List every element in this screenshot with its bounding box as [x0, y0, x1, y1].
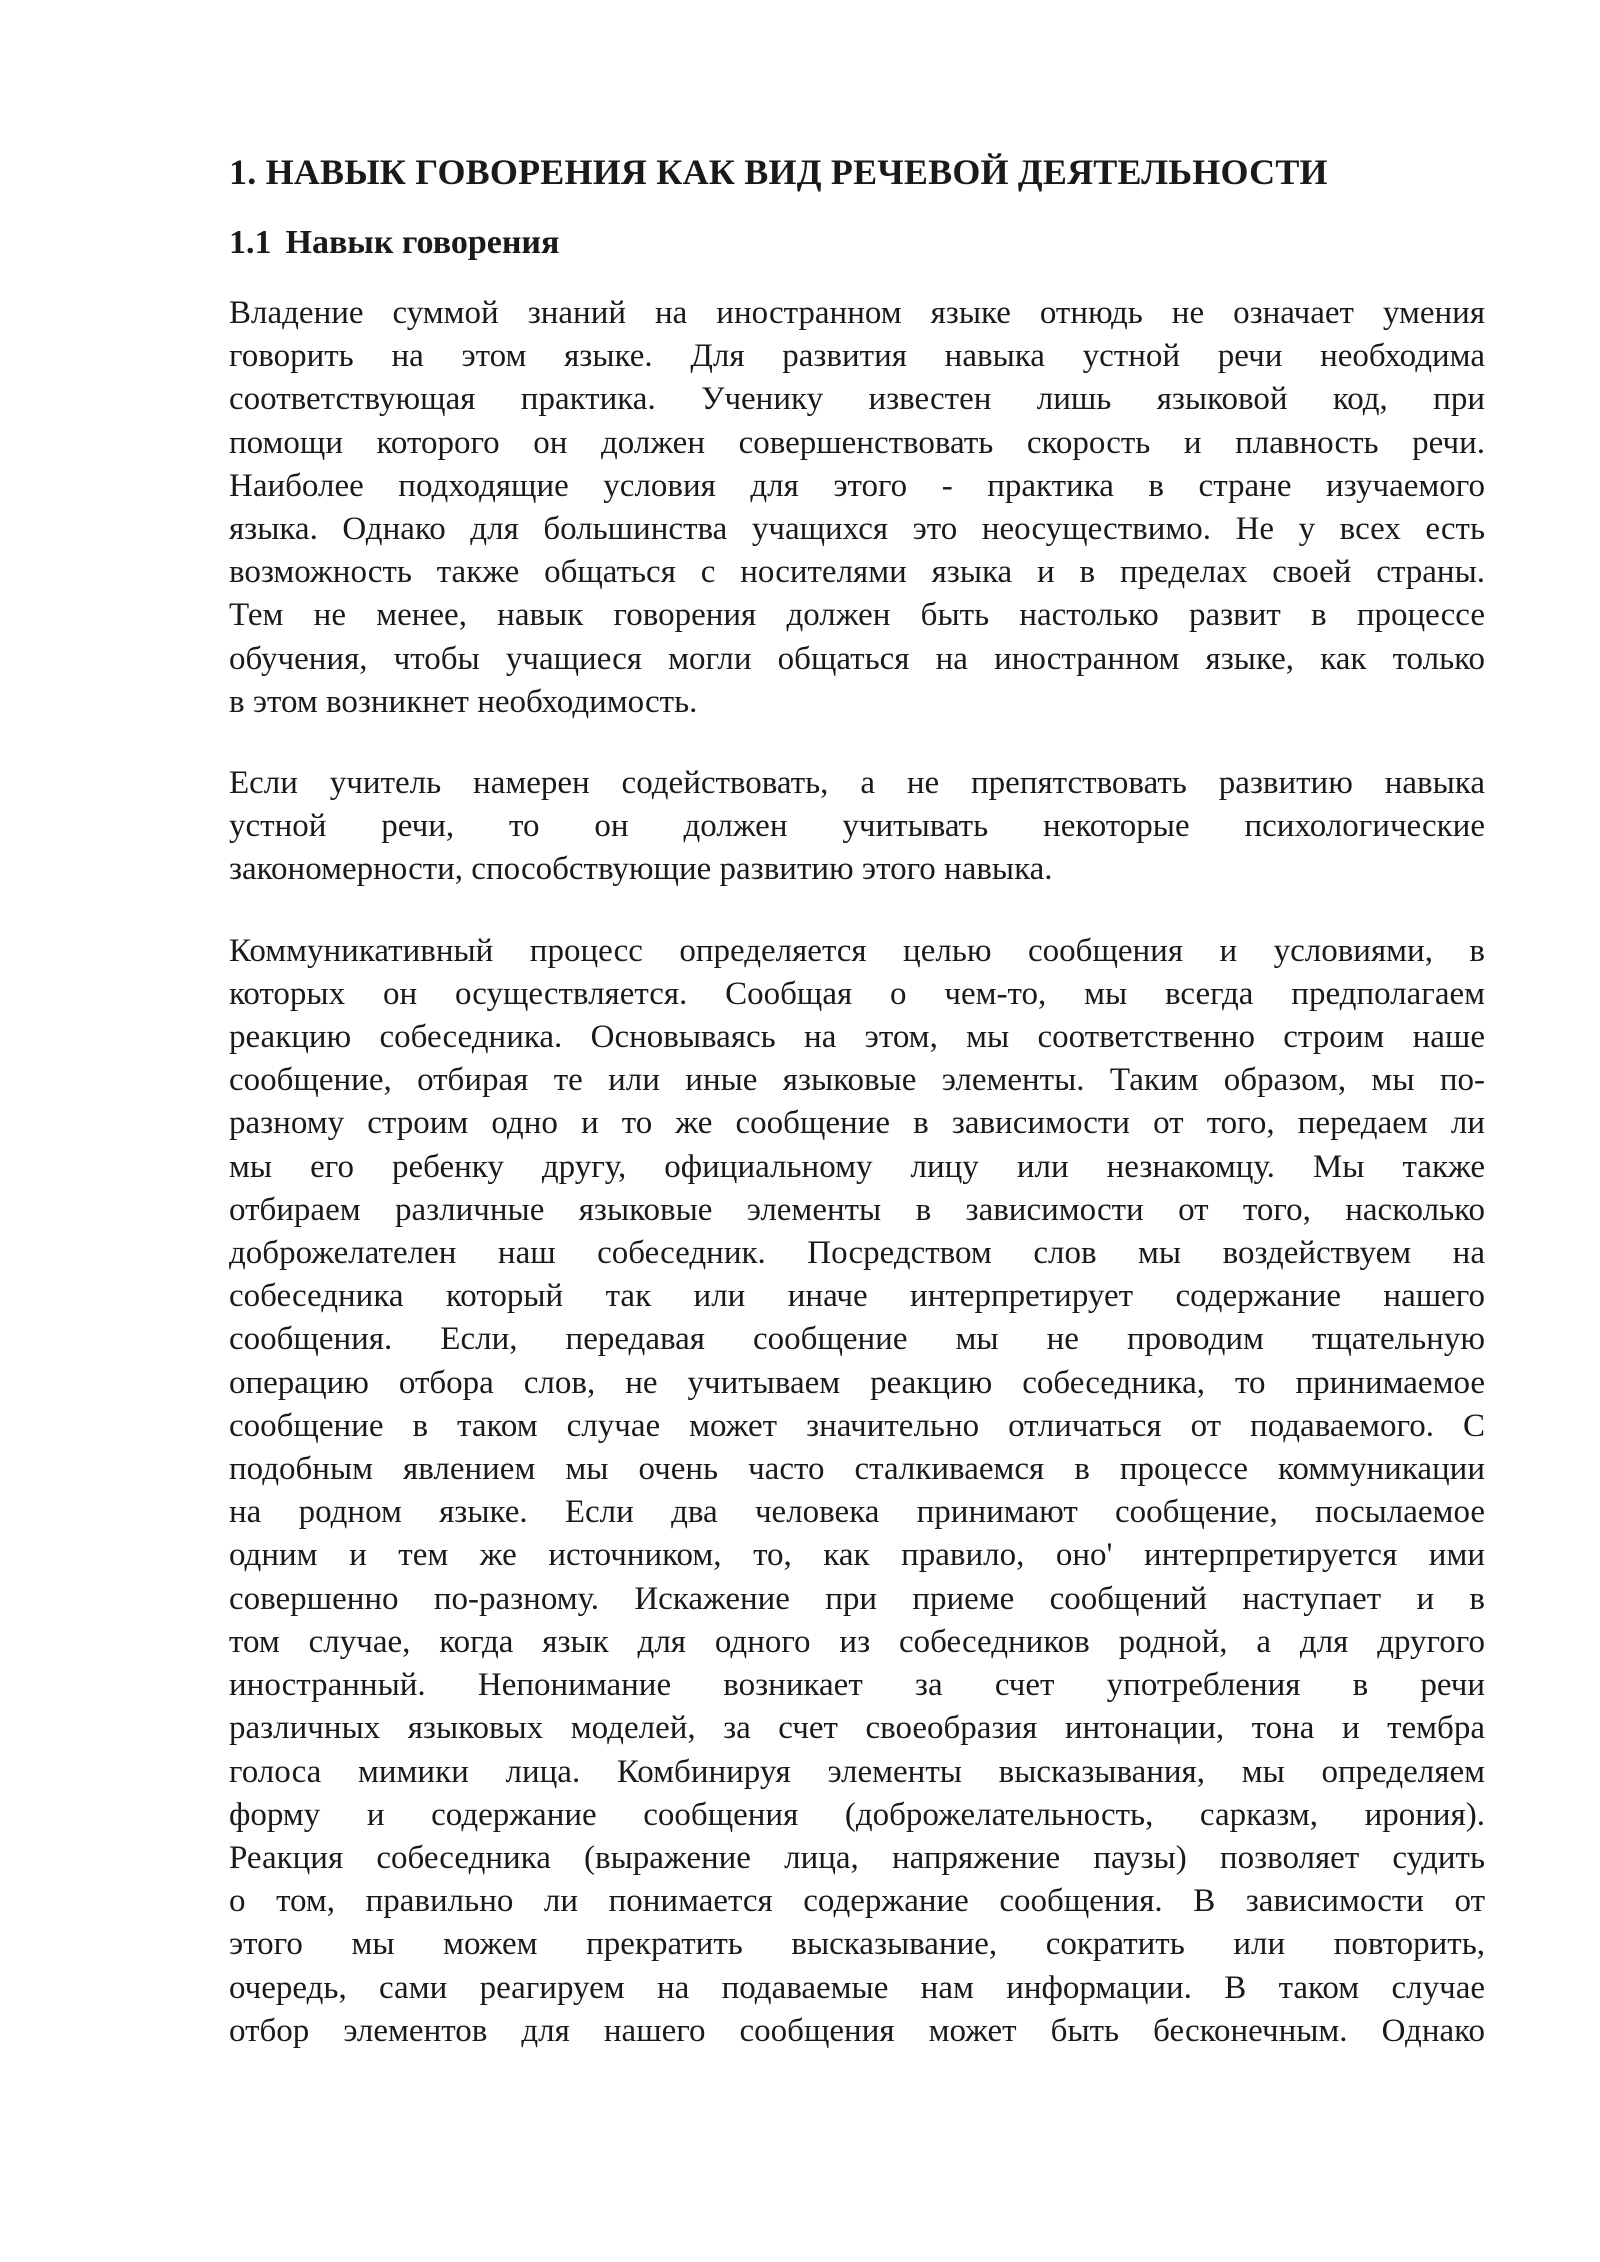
text-line: устной речи, то он должен учитывать некоторые психологические — [229, 808, 1485, 845]
text-line: Если учитель намерен содействовать, а не препятствовать развитию навыка — [229, 765, 1485, 802]
subsection-title: Навык говорения — [285, 224, 560, 261]
text-line: Владение суммой знаний на иностранном языке отнюдь не означает умения — [229, 295, 1485, 331]
text-line: том случае, когда язык для одного из собеседников родной, а для другого — [229, 1623, 1485, 1660]
text-line: операцию отбора слов, не учитываем реакцию собеседника, то принимаемое — [229, 1364, 1485, 1401]
paragraph — [229, 292, 1485, 724]
body-text — [229, 292, 1485, 2053]
text-line: Коммуникативный процесс определяется целью сообщения и условиями, в — [229, 932, 1485, 969]
text-line: реакцию собеседника. Основываясь на этом, мы соответственно строим наше — [229, 1019, 1485, 1056]
text-line: иностранный. Непонимание возникает за счет употребления в речи — [229, 1667, 1485, 1704]
text-line: собеседника который так или иначе интерпретирует содержание нашего — [229, 1278, 1485, 1315]
paragraph — [229, 762, 1485, 892]
text-line: доброжелателен наш собеседник. Посредством слов мы воздействуем на — [229, 1235, 1485, 1272]
text-line: совершенно по-разному. Искажение при приеме сообщений наступает и в — [229, 1580, 1485, 1617]
text-line: разному строим одно и то же сообщение в зависимости от того, передаем ли — [229, 1105, 1485, 1142]
text-line: о том, правильно ли понимается содержание сообщения. В зависимости от — [229, 1883, 1485, 1920]
text-line: говорить на этом языке. Для развития навыка устной речи необходима — [229, 338, 1485, 375]
text-line: закономерности, способствующие развитию этого навыка. — [229, 851, 1053, 888]
document-page — [229, 150, 1485, 2053]
text-line: форму и содержание сообщения (доброжелательность, сарказм, ирония). — [229, 1796, 1485, 1833]
text-line: которых он осуществляется. Сообщая о чем-то, мы всегда предполагаем — [229, 975, 1485, 1012]
subsection-number: 1.1 — [229, 224, 272, 261]
text-line: на родном языке. Если два человека принимают сообщение, посылаемое — [229, 1494, 1485, 1531]
text-line: сообщение, отбирая те или иные языковые элементы. Таким образом, мы по- — [229, 1062, 1485, 1099]
text-line: обучения, чтобы учащиеся могли общаться на иностранном языке, как только — [229, 640, 1485, 677]
subsection-heading — [229, 222, 1485, 264]
paragraph — [229, 930, 1485, 2053]
text-line: очередь, сами реагируем на подаваемые нам информации. В таком случае — [229, 1969, 1485, 2006]
text-line: сообщения. Если, передавая сообщение мы не проводим тщательную — [229, 1321, 1485, 1358]
text-line: отбираем различные языковые элементы в зависимости от того, насколько — [229, 1191, 1485, 1228]
section-heading: 1. НАВЫК ГОВОРЕНИЯ КАК ВИД РЕЧЕВОЙ ДЕЯТЕЛЬНОСТИ — [229, 152, 1328, 192]
text-line: помощи которого он должен совершенствовать скорость и плавность речи. — [229, 424, 1485, 461]
text-line: одним и тем же источником, то, как правило, оно' интерпретируется ими — [229, 1537, 1485, 1574]
text-line: подобным явлением мы очень часто сталкиваемся в процессе коммуникации — [229, 1451, 1485, 1488]
text-line: Наиболее подходящие условия для этого - практика в стране изучаемого — [229, 467, 1485, 504]
text-line: Реакция собеседника (выражение лица, напряжение паузы) позволяет судить — [229, 1839, 1485, 1876]
text-line: различных языковых моделей, за счет своеобразия интонации, тона и тембра — [229, 1710, 1485, 1747]
text-line: языка. Однако для большинства учащихся это неосуществимо. Не у всех есть — [229, 511, 1485, 548]
text-line: этого мы можем прекратить высказывание, сократить или повторить, — [229, 1926, 1485, 1963]
text-line: мы его ребенку другу, официальному лицу или незнакомцу. Мы также — [229, 1148, 1485, 1185]
text-line: отбор элементов для нашего сообщения может быть бесконечным. Однако — [229, 2012, 1485, 2049]
text-line: соответствующая практика. Ученику известен лишь языковой код, при — [229, 381, 1485, 418]
text-line: возможность также общаться с носителями языка и в пределах своей страны. — [229, 554, 1485, 591]
text-line: в этом возникнет необходимость. — [229, 683, 698, 720]
text-line: Тем не менее, навык говорения должен быть настолько развит в процессе — [229, 597, 1485, 634]
text-line: голоса мимики лица. Комбинируя элементы высказывания, мы определяем — [229, 1753, 1485, 1790]
text-line: сообщение в таком случае может значительно отличаться от подаваемого. С — [229, 1407, 1485, 1444]
